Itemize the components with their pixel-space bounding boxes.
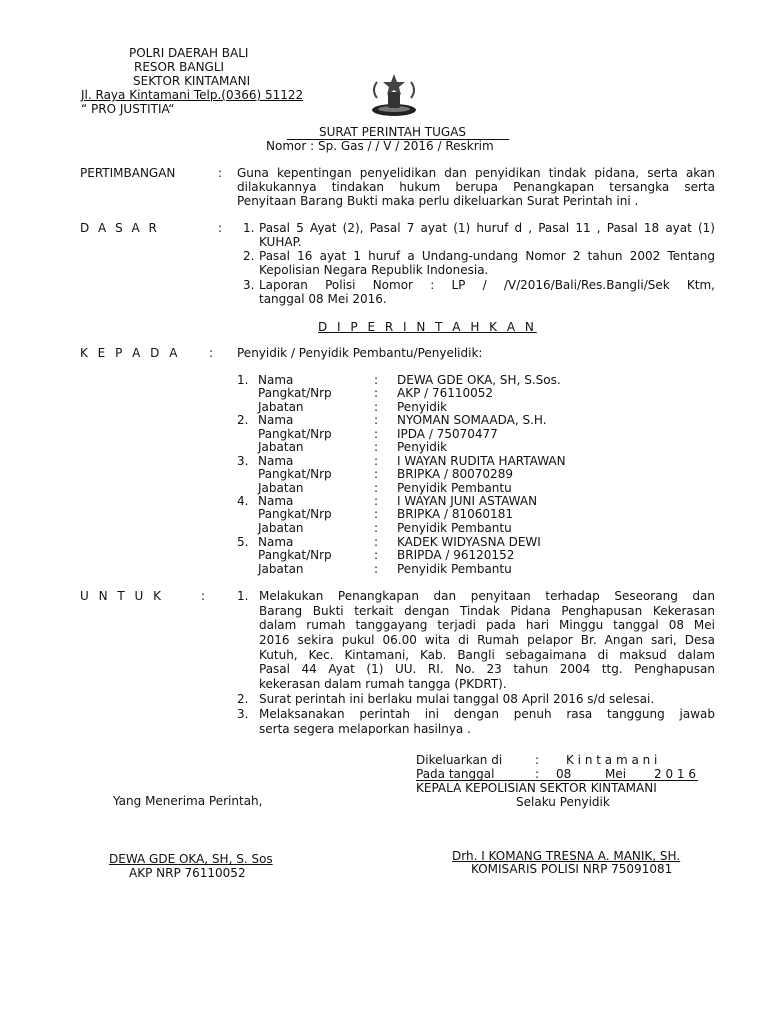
issued-colon: : bbox=[535, 753, 540, 767]
pertimbangan-line: Guna kepentingan penyelidikan dan penyidikan tindak pidana, serta akan bbox=[237, 166, 715, 180]
person-pangkat: IPDA / 75070477 bbox=[397, 427, 498, 441]
field-colon: : bbox=[374, 413, 379, 427]
field-colon: : bbox=[374, 507, 379, 521]
field-colon: : bbox=[374, 481, 379, 495]
issued-day: 08 bbox=[556, 767, 572, 781]
kepada-colon: : bbox=[209, 346, 214, 360]
field-label-jabatan: Jabatan bbox=[258, 400, 304, 414]
untuk-item-line: 2016 sekira pukul 06.00 wita di Rumah pelapor Br. Angan sari, Desa bbox=[259, 633, 715, 647]
field-label-nama: Nama bbox=[258, 494, 294, 508]
dasar-label: D A S A R bbox=[80, 221, 160, 235]
dasar-item-line: Laporan Polisi Nomor : LP / /V/2016/Bali/Res.Bangli/Sek Ktm, bbox=[259, 278, 715, 292]
field-colon: : bbox=[374, 427, 379, 441]
untuk-number: 1. bbox=[237, 589, 249, 603]
header-line-2: RESOR BANGLI bbox=[134, 60, 225, 74]
untuk-item-line: Barang Bukti terkait dengan Tindak Pidana Penghapusan Kekerasan bbox=[259, 604, 715, 618]
field-label-jabatan: Jabatan bbox=[258, 562, 304, 576]
untuk-number: 2. bbox=[237, 692, 249, 706]
dasar-item-line: Pasal 5 Ayat (2), Pasal 7 ayat (1) huruf d , Pasal 11 , Pasal 18 ayat (1) bbox=[259, 221, 715, 235]
field-colon: : bbox=[374, 440, 379, 454]
untuk-item-line: Kutuh, Kec. Kintamani, Kab. Bangli sebagaimana di maksud dalam bbox=[259, 648, 715, 662]
dasar-number: 2. bbox=[243, 249, 255, 263]
person-number: 3. bbox=[237, 454, 249, 468]
issued-place-label: Dikeluarkan di bbox=[416, 753, 503, 767]
field-colon: : bbox=[374, 373, 379, 387]
header-motto: “ PRO JUSTITIA“ bbox=[81, 102, 175, 116]
person-jabatan: Penyidik Pembantu bbox=[397, 481, 512, 495]
issuer-role: Selaku Penyidik bbox=[516, 795, 610, 809]
field-label-nama: Nama bbox=[258, 454, 294, 468]
pertimbangan-line: Penyitaan Barang Bukti maka perlu dikeluarkan Surat Perintah ini . bbox=[237, 194, 639, 208]
document-number: Nomor : Sp. Gas / / V / 2016 / Reskrim bbox=[266, 139, 494, 153]
field-label-jabatan: Jabatan bbox=[258, 440, 304, 454]
dasar-colon: : bbox=[218, 221, 223, 235]
person-nama: KADEK WIDYASNA DEWI bbox=[397, 535, 541, 549]
field-label-nama: Nama bbox=[258, 373, 294, 387]
kepada-label: K E P A D A bbox=[80, 346, 181, 360]
field-colon: : bbox=[374, 400, 379, 414]
issuing-office: KEPALA KEPOLISIAN SEKTOR KINTAMANI bbox=[416, 781, 657, 795]
field-colon: : bbox=[374, 548, 379, 562]
issued-place: K i n t a m a n i bbox=[566, 753, 658, 767]
person-nama: I WAYAN RUDITA HARTAWAN bbox=[397, 454, 566, 468]
untuk-item-line: dalam rumah tanggayang terjadi pada hari Minggu tanggal 08 Mei bbox=[259, 618, 715, 632]
police-emblem-icon bbox=[367, 68, 421, 118]
pertimbangan-line: dilakukannya tindakan hukum berupa Penangkapan tersangka serta bbox=[237, 180, 715, 194]
field-colon: : bbox=[374, 521, 379, 535]
person-pangkat: BRIPKA / 80070289 bbox=[397, 467, 513, 481]
receiver-name: DEWA GDE OKA, SH, S. Sos bbox=[109, 852, 273, 866]
field-label-pangkat: Pangkat/Nrp bbox=[258, 548, 332, 562]
dasar-item-line: KUHAP. bbox=[259, 235, 302, 249]
untuk-colon: : bbox=[201, 589, 206, 603]
field-colon: : bbox=[374, 454, 379, 468]
person-nama: I WAYAN JUNI ASTAWAN bbox=[397, 494, 538, 508]
field-colon: : bbox=[374, 494, 379, 508]
field-label-jabatan: Jabatan bbox=[258, 481, 304, 495]
receiver-caption: Yang Menerima Perintah, bbox=[113, 794, 263, 808]
person-number: 4. bbox=[237, 494, 249, 508]
person-nama: DEWA GDE OKA, SH, S.Sos. bbox=[397, 373, 561, 387]
field-label-nama: Nama bbox=[258, 413, 294, 427]
field-label-pangkat: Pangkat/Nrp bbox=[258, 507, 332, 521]
issued-month: Mei bbox=[605, 767, 627, 781]
issued-date-label: Pada tanggal bbox=[416, 767, 495, 781]
dasar-number: 1. bbox=[243, 221, 255, 235]
dasar-item-line: tanggal 08 Mei 2016. bbox=[259, 292, 387, 306]
header-line-1: POLRI DAERAH BALI bbox=[129, 46, 249, 60]
field-colon: : bbox=[374, 535, 379, 549]
field-label-jabatan: Jabatan bbox=[258, 521, 304, 535]
field-colon: : bbox=[374, 467, 379, 481]
person-pangkat: AKP / 76110052 bbox=[397, 386, 494, 400]
signer-name: Drh. I KOMANG TRESNA A. MANIK, SH. bbox=[452, 849, 681, 863]
field-label-nama: Nama bbox=[258, 535, 294, 549]
untuk-item-line: Melakukan Penangkapan dan penyitaan terhadap Seseorang dan bbox=[259, 589, 715, 603]
person-jabatan: Penyidik bbox=[397, 440, 448, 454]
untuk-item-line: Melaksanakan perintah ini dengan penuh rasa tanggung jawab bbox=[259, 707, 715, 721]
field-label-pangkat: Pangkat/Nrp bbox=[258, 386, 332, 400]
field-colon: : bbox=[374, 562, 379, 576]
untuk-number: 3. bbox=[237, 707, 249, 721]
person-number: 5. bbox=[237, 535, 249, 549]
header-line-3: SEKTOR KINTAMANI bbox=[133, 74, 251, 88]
dasar-item-line: Pasal 16 ayat 1 huruf a Undang-undang Nomor 2 tahun 2002 Tentang bbox=[259, 249, 715, 263]
untuk-item-line: Surat perintah ini berlaku mulai tanggal 08 April 2016 s/d selesai. bbox=[259, 692, 655, 706]
person-jabatan: Penyidik Pembantu bbox=[397, 521, 512, 535]
diperintahkan-heading: D I P E R I N T A H K A N bbox=[318, 320, 537, 334]
dasar-number: 3. bbox=[243, 278, 255, 292]
kepada-intro: Penyidik / Penyidik Pembantu/Penyelidik: bbox=[237, 346, 483, 360]
untuk-item-line: kekerasan dalam rumah tangga (PKDRT). bbox=[259, 677, 507, 691]
field-label-pangkat: Pangkat/Nrp bbox=[258, 427, 332, 441]
dasar-item-line: Kepolisian Negara Republik Indonesia. bbox=[259, 263, 489, 277]
pertimbangan-label: PERTIMBANGAN bbox=[80, 166, 176, 180]
untuk-item-line: serta segera melaporkan hasilnya . bbox=[259, 722, 471, 736]
issued-year: 2 0 1 6 bbox=[654, 767, 696, 781]
document-title: SURAT PERINTAH TUGAS bbox=[319, 125, 467, 139]
person-nama: NYOMAN SOMAADA, S.H. bbox=[397, 413, 547, 427]
person-jabatan: Penyidik Pembantu bbox=[397, 562, 512, 576]
untuk-item-line: Pasal 44 Ayat (1) UU. RI. No. 23 tahun 2004 ttg. Penghapusan bbox=[259, 662, 715, 676]
field-colon: : bbox=[374, 386, 379, 400]
pertimbangan-colon: : bbox=[218, 166, 223, 180]
issued-colon: : bbox=[535, 767, 540, 781]
person-number: 2. bbox=[237, 413, 249, 427]
person-jabatan: Penyidik bbox=[397, 400, 448, 414]
person-pangkat: BRIPKA / 81060181 bbox=[397, 507, 513, 521]
receiver-rank: AKP NRP 76110052 bbox=[129, 866, 246, 880]
header-address: Jl. Raya Kintamani Telp.(0366) 51122 bbox=[81, 88, 304, 102]
untuk-label: U N T U K bbox=[80, 589, 164, 603]
person-number: 1. bbox=[237, 373, 249, 387]
person-pangkat: BRIPDA / 96120152 bbox=[397, 548, 515, 562]
signer-rank: KOMISARIS POLISI NRP 75091081 bbox=[471, 862, 673, 876]
field-label-pangkat: Pangkat/Nrp bbox=[258, 467, 332, 481]
